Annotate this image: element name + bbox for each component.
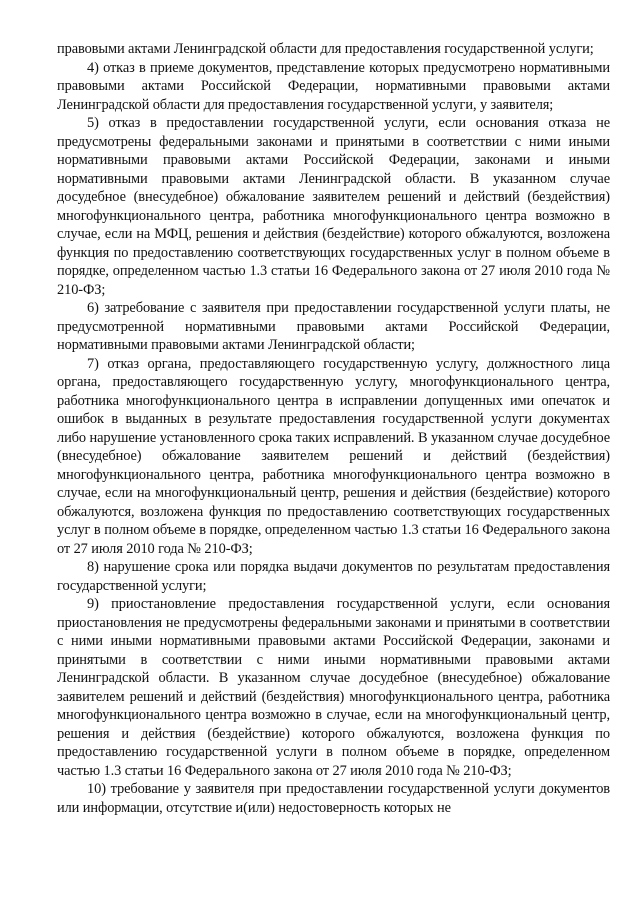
paragraph-item-4: 4) отказ в приеме документов, представление которых предусмотрено нормативными правовыми актами Российской Федерации, нормативными правовыми актами Ленинградской области для предоставления государственной услуги, у заявителя; (57, 59, 610, 113)
paragraph-item-5: 5) отказ в предоставлении государственной услуги, если основания отказа не предусмотрены федеральными законами и принятыми в соответствии с ними иными нормативными правовыми актами Российской Федерации, законами и иными нормативными правовыми актами Ленинградской области. В указанном случае досудебное (внесудебное) обжалование заявителем решений и действий (бездействия) многофункционального центра, работника многофункционального центра возможно в случае, если на МФЦ, решения и действия (бездействие) которого обжалуются, возложена функция по предоставлению соответствующих государственных услуг в полном объеме в порядке, определенном частью 1.3 статьи 16 Федерального закона от 27 июля 2010 года № 210-ФЗ; (57, 115, 610, 298)
paragraph-item-6: 6) затребование с заявителя при предоставлении государственной услуги платы, не предусмотренной нормативными правовыми актами Российской Федерации, нормативными правовыми актами Ленинградской области; (57, 300, 610, 353)
paragraph-item-10: 10) требование у заявителя при предоставлении государственной услуги документов или информации, отсутствие и(или) недостоверность которых не (57, 781, 610, 816)
paragraph-continuation: правовыми актами Ленинградской области для предоставления государственной услуги; (57, 41, 594, 57)
paragraph-item-9: 9) приостановление предоставления государственной услуги, если основания приостановления не предусмотрены федеральными законами и принятыми в соответствии с ними иными нормативными правовыми актами Российской Федерации, законами и принятыми в соответствии с ними иными нормативными правовыми актами Ленинградской области. В указанном случае досудебное (внесудебное) обжалование заявителем решений и действий (бездействия) многофункционального центра, работника многофункционального центра возможно в случае, если на многофункциональный центр, решения и действия (бездействие) которого обжалуются, возложена функция по предоставлению государственной услуги в полном объеме в порядке, определенном частью 1.3 статьи 16 Федерального закона от 27 июля 2010 года № 210-ФЗ; (57, 596, 610, 779)
paragraph-item-8: 8) нарушение срока или порядка выдачи документов по результатам предоставления государственной услуги; (57, 559, 610, 594)
document-page (57, 40, 610, 817)
paragraph-item-7: 7) отказ органа, предоставляющего государственную услугу, должностного лица органа, предоставляющего государственную услугу, многофункционального центра, работника многофункционального центра в исправлении допущенных ими опечаток и ошибок в выданных в результате предоставления государственной услуги документах либо нарушение установленного срока таких исправлений. В указанном случае досудебное (внесудебное) обжалование заявителем решений и действий (бездействия) многофункционального центра, работника многофункционального центра возможно в случае, если на многофункциональный центр, решения и действия (бездействие) которого обжалуются, возложена функция по предоставлению соответствующих государственных услуг в полном объеме в порядке, определенном частью 1.3 статьи 16 Федерального закона от 27 июля 2010 года № 210-ФЗ; (57, 355, 610, 557)
